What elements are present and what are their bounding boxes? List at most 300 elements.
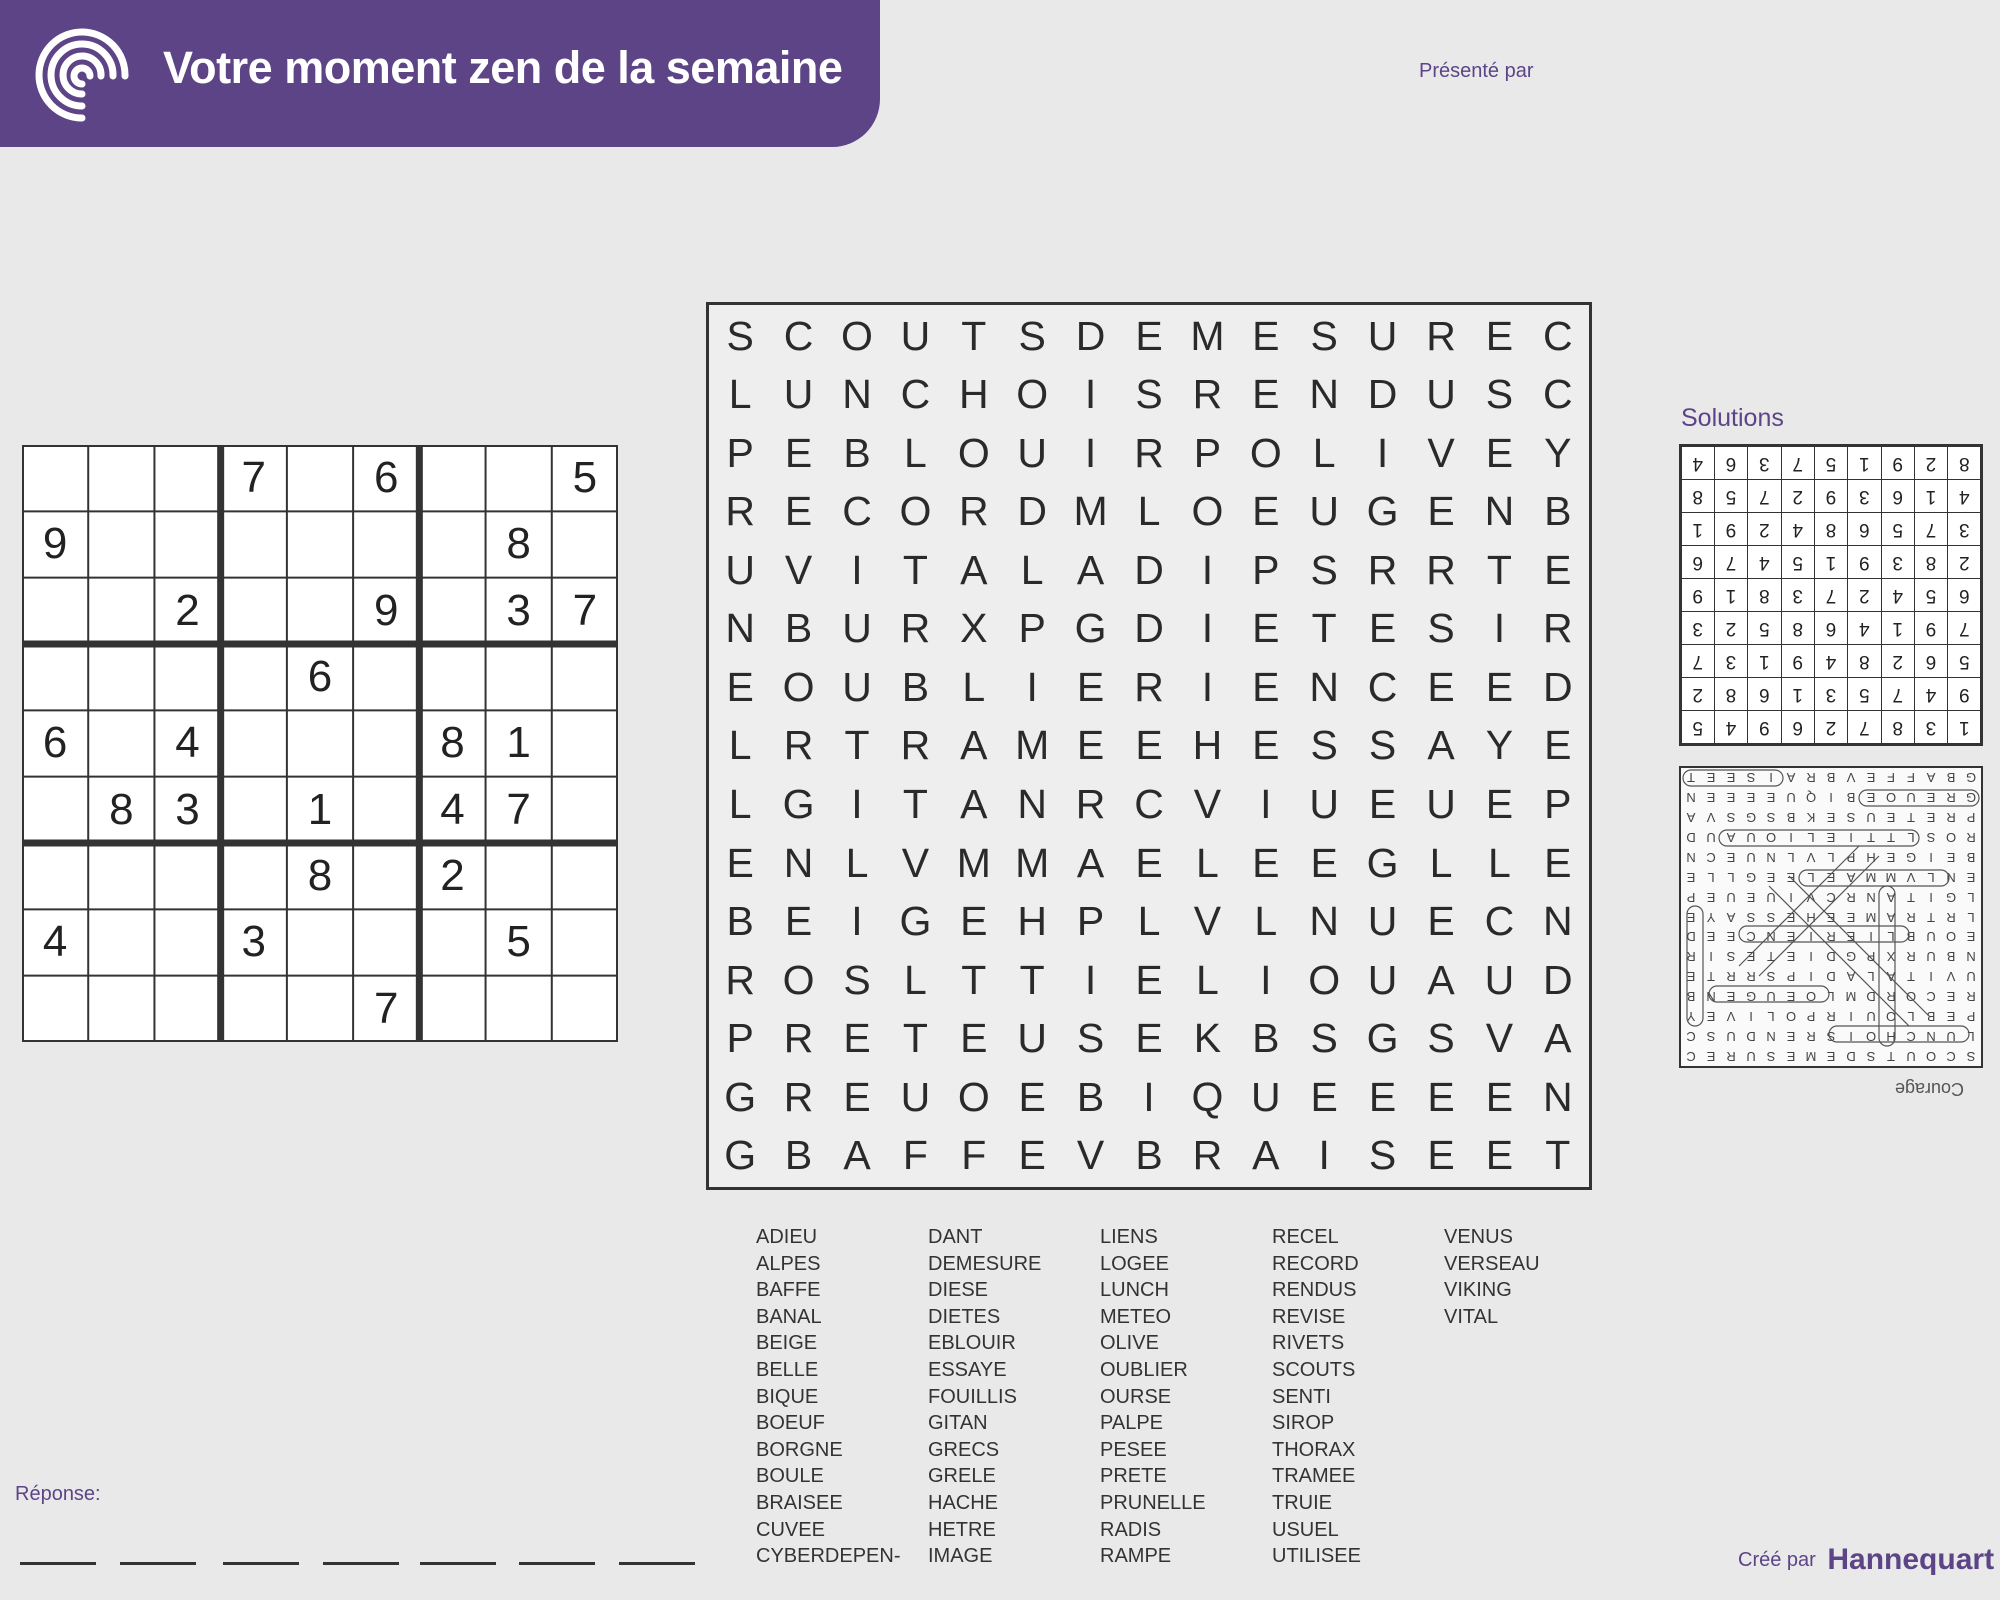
wordsearch-letter[interactable]: E — [1485, 312, 1514, 359]
wordsearch-letter[interactable]: U — [1484, 956, 1515, 1003]
wordsearch-letter[interactable]: G — [1074, 605, 1107, 652]
wordsearch-letter[interactable]: T — [1545, 1132, 1571, 1179]
wordsearch-letter[interactable]: S — [1368, 1132, 1397, 1179]
wordsearch-letter[interactable]: E — [1135, 1015, 1163, 1062]
wordsearch-letter[interactable]: S — [1310, 546, 1338, 593]
sudoku-cell[interactable] — [88, 511, 154, 577]
wordsearch-letter[interactable]: G — [724, 1132, 757, 1179]
wordsearch-letter[interactable]: R — [1542, 605, 1573, 652]
sudoku-cell[interactable]: 4 — [440, 784, 465, 834]
answer-blank[interactable] — [20, 1562, 96, 1565]
wordsearch-letter[interactable]: C — [1367, 663, 1398, 710]
wordsearch-letter[interactable]: B — [784, 605, 813, 652]
wordsearch-letter[interactable]: U — [1017, 429, 1047, 476]
sudoku-cell[interactable]: 5 — [572, 453, 598, 503]
sudoku-cell[interactable]: 3 — [241, 917, 266, 967]
sudoku-cell[interactable] — [22, 777, 88, 843]
wordsearch-letter[interactable]: E — [784, 488, 813, 535]
wordsearch-letter[interactable]: R — [1075, 781, 1106, 828]
wordsearch-letter[interactable]: V — [1193, 781, 1222, 828]
wordsearch-letter[interactable]: B — [1544, 488, 1572, 535]
wordsearch-letter[interactable]: R — [1134, 429, 1164, 476]
wordsearch-letter[interactable]: E — [1427, 1132, 1455, 1179]
sudoku-cell[interactable] — [22, 578, 88, 644]
wordsearch-letter[interactable]: R — [900, 605, 931, 652]
sudoku-cell[interactable] — [419, 445, 485, 511]
wordsearch-letter[interactable]: E — [1135, 839, 1163, 886]
wordsearch-letter[interactable]: T — [961, 312, 987, 359]
wordsearch-letter[interactable]: P — [1076, 898, 1105, 945]
wordsearch-letter[interactable]: L — [845, 839, 869, 886]
wordsearch-letter[interactable]: S — [1310, 722, 1338, 769]
sudoku-cell[interactable] — [419, 644, 485, 710]
sudoku-cell[interactable] — [221, 511, 287, 577]
wordsearch-letter[interactable]: E — [1427, 898, 1455, 945]
wordsearch-letter[interactable]: L — [1195, 956, 1219, 1003]
wordsearch-letter[interactable]: E — [1018, 1132, 1046, 1179]
wordsearch-letter[interactable]: A — [960, 781, 988, 828]
wordsearch-letter[interactable]: O — [957, 429, 990, 476]
wordsearch-letter[interactable]: E — [784, 429, 813, 476]
wordsearch-letter[interactable]: A — [1252, 1132, 1280, 1179]
wordsearch-letter[interactable]: V — [1427, 429, 1455, 476]
sudoku-cell[interactable]: 3 — [506, 585, 531, 635]
wordsearch-letter[interactable]: B — [1076, 1073, 1105, 1120]
wordsearch-letter[interactable]: L — [1312, 429, 1336, 476]
wordsearch-letter[interactable]: E — [1368, 781, 1397, 828]
wordsearch-letter[interactable]: L — [1020, 546, 1044, 593]
wordsearch-letter[interactable]: P — [726, 1015, 754, 1062]
answer-blank[interactable] — [223, 1562, 299, 1565]
wordsearch-letter[interactable]: I — [851, 546, 863, 593]
wordsearch-letter[interactable]: M — [956, 839, 991, 886]
wordsearch-letter[interactable]: T — [1311, 605, 1337, 652]
wordsearch-letter[interactable]: S — [1368, 722, 1397, 769]
wordsearch-letter[interactable]: I — [1260, 956, 1272, 1003]
wordsearch-letter[interactable]: L — [903, 956, 927, 1003]
wordsearch-letter[interactable]: R — [1192, 371, 1223, 418]
wordsearch-letter[interactable]: L — [728, 781, 752, 828]
sudoku-cell[interactable] — [287, 976, 353, 1042]
sudoku-cell[interactable] — [22, 843, 88, 909]
wordsearch-letter[interactable]: R — [783, 1073, 814, 1120]
answer-blank[interactable] — [420, 1562, 496, 1565]
wordsearch-letter[interactable]: T — [902, 546, 928, 593]
wordsearch-letter[interactable]: E — [1076, 722, 1105, 769]
wordsearch-letter[interactable]: N — [842, 371, 872, 418]
wordsearch-letter[interactable]: I — [1026, 663, 1038, 710]
wordsearch-letter[interactable]: T — [902, 781, 928, 828]
wordsearch-letter[interactable]: R — [900, 722, 931, 769]
wordsearch-letter[interactable]: K — [1193, 1015, 1222, 1062]
sudoku-cell[interactable]: 2 — [175, 585, 200, 635]
wordsearch-letter[interactable]: O — [782, 956, 815, 1003]
wordsearch-letter[interactable]: I — [1260, 781, 1272, 828]
wordsearch-letter[interactable]: N — [1542, 898, 1573, 945]
wordsearch-letter[interactable]: R — [1426, 312, 1456, 359]
wordsearch-letter[interactable]: S — [1427, 1015, 1455, 1062]
wordsearch-letter[interactable]: S — [1310, 1015, 1338, 1062]
wordsearch-letter[interactable]: S — [1427, 605, 1455, 652]
wordsearch-letter[interactable]: R — [783, 722, 814, 769]
wordsearch-letter[interactable]: D — [1075, 312, 1106, 359]
wordsearch-letter[interactable]: R — [783, 1015, 814, 1062]
wordsearch-letter[interactable]: U — [725, 546, 755, 593]
wordsearch-letter[interactable]: O — [1016, 371, 1049, 418]
wordsearch-letter[interactable]: H — [1192, 722, 1223, 769]
wordsearch-letter[interactable]: E — [1135, 956, 1163, 1003]
wordsearch-letter[interactable]: I — [1084, 371, 1097, 418]
wordsearch-letter[interactable]: C — [1542, 371, 1573, 418]
wordsearch-letter[interactable]: E — [726, 839, 754, 886]
wordsearch-letter[interactable]: R — [1192, 1132, 1223, 1179]
wordsearch-letter[interactable]: E — [1135, 722, 1163, 769]
sudoku-cell[interactable] — [221, 843, 287, 909]
wordsearch-letter[interactable]: I — [1084, 956, 1097, 1003]
wordsearch-letter[interactable]: X — [960, 605, 988, 652]
wordsearch-letter[interactable]: A — [1076, 839, 1105, 886]
sudoku-cell[interactable]: 2 — [440, 851, 465, 901]
wordsearch-letter[interactable]: M — [1190, 312, 1225, 359]
wordsearch-letter[interactable]: H — [1017, 898, 1047, 945]
sudoku-cell[interactable]: 3 — [175, 784, 200, 834]
wordsearch-letter[interactable]: G — [724, 1073, 757, 1120]
wordsearch-letter[interactable]: D — [1134, 546, 1164, 593]
sudoku-cell[interactable] — [419, 976, 485, 1042]
wordsearch-letter[interactable]: R — [1134, 663, 1164, 710]
wordsearch-letter[interactable]: V — [784, 546, 813, 593]
sudoku-cell[interactable] — [419, 511, 485, 577]
wordsearch-letter[interactable]: B — [726, 898, 754, 945]
wordsearch-letter[interactable]: L — [962, 663, 986, 710]
sudoku-cell[interactable] — [154, 909, 220, 975]
wordsearch-letter[interactable]: R — [958, 488, 989, 535]
sudoku-cell[interactable] — [552, 710, 618, 776]
wordsearch-letter[interactable]: E — [843, 1073, 871, 1120]
wordsearch-letter[interactable]: I — [1201, 663, 1214, 710]
wordsearch-letter[interactable]: E — [1076, 663, 1105, 710]
wordsearch-letter[interactable]: L — [1254, 898, 1278, 945]
wordsearch-letter[interactable]: I — [1493, 605, 1506, 652]
wordsearch-letter[interactable]: C — [1542, 312, 1573, 359]
wordsearch-letter[interactable]: N — [725, 605, 755, 652]
wordsearch-letter[interactable]: I — [1143, 1073, 1155, 1120]
wordsearch-letter[interactable]: O — [899, 488, 932, 535]
wordsearch-letter[interactable]: V — [1193, 898, 1222, 945]
wordsearch-letter[interactable]: U — [1309, 781, 1339, 828]
wordsearch-letter[interactable]: B — [843, 429, 871, 476]
wordsearch-letter[interactable]: N — [1017, 781, 1047, 828]
wordsearch-letter[interactable]: U — [1367, 312, 1398, 359]
wordsearch-letter[interactable]: T — [1486, 546, 1512, 593]
sudoku-cell[interactable] — [154, 976, 220, 1042]
wordsearch-letter[interactable]: S — [1310, 312, 1338, 359]
wordsearch-letter[interactable]: I — [851, 898, 863, 945]
sudoku-cell[interactable]: 5 — [506, 917, 531, 967]
wordsearch-letter[interactable]: E — [960, 1015, 988, 1062]
wordsearch-letter[interactable]: I — [1318, 1132, 1330, 1179]
wordsearch-letter[interactable]: E — [1427, 663, 1455, 710]
wordsearch-letter[interactable]: D — [1542, 663, 1573, 710]
wordsearch-letter[interactable]: E — [1310, 839, 1338, 886]
sudoku-cell[interactable]: 6 — [307, 652, 333, 702]
sudoku-cell[interactable] — [353, 710, 419, 776]
sudoku-cell[interactable]: 9 — [42, 519, 68, 569]
wordsearch-letter[interactable]: L — [728, 722, 752, 769]
wordsearch-letter[interactable]: U — [1367, 898, 1398, 945]
sudoku-cell[interactable] — [154, 511, 220, 577]
wordsearch-letter[interactable]: O — [1308, 956, 1341, 1003]
wordsearch-letter[interactable]: R — [725, 956, 755, 1003]
sudoku-cell[interactable] — [486, 644, 552, 710]
wordsearch-letter[interactable]: E — [1252, 312, 1280, 359]
wordsearch-letter[interactable]: E — [1485, 781, 1514, 828]
wordsearch-letter[interactable]: D — [1134, 605, 1164, 652]
wordsearch-letter[interactable]: B — [1135, 1132, 1163, 1179]
wordsearch-letter[interactable]: E — [726, 663, 754, 710]
wordsearch-letter[interactable]: C — [783, 312, 814, 359]
wordsearch-letter[interactable]: E — [1252, 839, 1280, 886]
wordsearch-letter[interactable]: D — [1542, 956, 1573, 1003]
wordsearch-letter[interactable]: D — [1017, 488, 1047, 535]
wordsearch-letter[interactable]: S — [1135, 371, 1163, 418]
sudoku-cell[interactable] — [486, 445, 552, 511]
wordsearch-letter[interactable]: Q — [1191, 1073, 1224, 1120]
sudoku-cell[interactable] — [154, 644, 220, 710]
wordsearch-letter[interactable]: Y — [1485, 722, 1514, 769]
wordsearch-letter[interactable]: N — [1484, 488, 1515, 535]
answer-blank[interactable] — [619, 1562, 695, 1565]
wordsearch-letter[interactable]: U — [842, 663, 872, 710]
wordsearch-letter[interactable]: E — [1485, 1073, 1514, 1120]
wordsearch-letter[interactable]: I — [1201, 546, 1214, 593]
sudoku-cell[interactable] — [552, 777, 618, 843]
sudoku-cell[interactable] — [22, 644, 88, 710]
wordsearch-letter[interactable]: B — [1252, 1015, 1280, 1062]
wordsearch-letter[interactable]: L — [903, 429, 927, 476]
wordsearch-letter[interactable]: E — [1252, 663, 1280, 710]
wordsearch-letter[interactable]: G — [1366, 488, 1399, 535]
wordsearch-letter[interactable]: E — [1310, 1073, 1338, 1120]
sudoku-cell[interactable]: 8 — [440, 718, 465, 768]
wordsearch-letter[interactable]: P — [1018, 605, 1046, 652]
wordsearch-letter[interactable]: E — [1252, 488, 1280, 535]
sudoku-cell[interactable]: 7 — [241, 453, 266, 503]
sudoku-cell[interactable] — [419, 578, 485, 644]
wordsearch-letter[interactable]: H — [958, 371, 989, 418]
wordsearch-letter[interactable]: E — [1544, 546, 1572, 593]
wordsearch-letter[interactable]: P — [1544, 781, 1572, 828]
sudoku-cell[interactable] — [486, 843, 552, 909]
wordsearch-letter[interactable]: F — [902, 1132, 928, 1179]
wordsearch-letter[interactable]: G — [1366, 839, 1399, 886]
wordsearch-letter[interactable]: U — [1309, 488, 1339, 535]
wordsearch-letter[interactable]: O — [1191, 488, 1224, 535]
wordsearch-letter[interactable]: U — [842, 605, 872, 652]
wordsearch-letter[interactable]: S — [1018, 312, 1046, 359]
answer-blank[interactable] — [120, 1562, 196, 1565]
answer-blank[interactable] — [323, 1562, 399, 1565]
wordsearch-letter[interactable]: I — [1201, 605, 1214, 652]
wordsearch-letter[interactable]: E — [1368, 1073, 1397, 1120]
wordsearch-letter[interactable]: A — [1076, 546, 1105, 593]
sudoku-cell[interactable] — [154, 843, 220, 909]
wordsearch-letter[interactable]: U — [1426, 371, 1456, 418]
wordsearch-letter[interactable]: N — [1309, 663, 1339, 710]
sudoku-cell[interactable] — [88, 909, 154, 975]
wordsearch-letter[interactable]: L — [1487, 839, 1511, 886]
wordsearch-letter[interactable]: N — [1542, 1073, 1573, 1120]
sudoku-cell[interactable]: 6 — [42, 718, 68, 768]
sudoku-cell[interactable] — [353, 909, 419, 975]
wordsearch-letter[interactable]: V — [901, 839, 930, 886]
wordsearch-letter[interactable]: S — [726, 312, 754, 359]
wordsearch-letter[interactable]: P — [726, 429, 754, 476]
wordsearch-letter[interactable]: O — [782, 663, 815, 710]
sudoku-cell[interactable] — [88, 445, 154, 511]
wordsearch-letter[interactable]: M — [1015, 839, 1050, 886]
wordsearch-letter[interactable]: E — [1427, 488, 1455, 535]
wordsearch-letter[interactable]: P — [1252, 546, 1280, 593]
wordsearch-letter[interactable]: B — [784, 1132, 813, 1179]
sudoku-cell[interactable] — [221, 644, 287, 710]
wordsearch-letter[interactable]: U — [900, 312, 931, 359]
wordsearch-letter[interactable]: C — [900, 371, 931, 418]
wordsearch-letter[interactable]: E — [1485, 1132, 1514, 1179]
wordsearch-letter[interactable]: G — [782, 781, 815, 828]
sudoku-cell[interactable] — [287, 511, 353, 577]
wordsearch-letter[interactable]: T — [902, 1015, 928, 1062]
wordsearch-letter[interactable]: M — [1015, 722, 1050, 769]
sudoku-cell[interactable] — [154, 445, 220, 511]
wordsearch-letter[interactable]: T — [1019, 956, 1045, 1003]
wordsearch-letter[interactable]: O — [957, 1073, 990, 1120]
wordsearch-letter[interactable]: U — [1250, 1073, 1281, 1120]
sudoku-cell[interactable] — [221, 578, 287, 644]
sudoku-cell[interactable] — [88, 578, 154, 644]
wordsearch-letter[interactable]: A — [1427, 722, 1455, 769]
wordsearch-letter[interactable]: L — [1137, 488, 1161, 535]
sudoku-cell[interactable]: 6 — [373, 453, 399, 503]
wordsearch-letter[interactable]: E — [1485, 429, 1514, 476]
sudoku-cell[interactable]: 1 — [506, 718, 531, 768]
sudoku-cell[interactable] — [22, 445, 88, 511]
sudoku-cell[interactable] — [287, 909, 353, 975]
wordsearch-letter[interactable]: A — [1427, 956, 1455, 1003]
sudoku-cell[interactable] — [88, 644, 154, 710]
wordsearch-letter[interactable]: C — [842, 488, 872, 535]
sudoku-cell[interactable] — [486, 976, 552, 1042]
wordsearch-letter[interactable]: E — [1544, 722, 1572, 769]
sudoku-cell[interactable]: 9 — [373, 585, 399, 635]
wordsearch-letter[interactable]: R — [725, 488, 755, 535]
sudoku-cell[interactable]: 7 — [373, 983, 399, 1033]
sudoku-cell[interactable]: 4 — [175, 718, 200, 768]
wordsearch-letter[interactable]: T — [961, 956, 987, 1003]
wordsearch-letter[interactable]: T — [844, 722, 870, 769]
wordsearch-letter[interactable]: N — [783, 839, 814, 886]
sudoku-cell[interactable] — [552, 843, 618, 909]
wordsearch-letter[interactable]: I — [1084, 429, 1097, 476]
wordsearch-letter[interactable]: E — [1135, 312, 1163, 359]
wordsearch-letter[interactable]: V — [1485, 1015, 1514, 1062]
wordsearch-letter[interactable]: U — [1426, 781, 1456, 828]
sudoku-cell[interactable] — [221, 976, 287, 1042]
wordsearch-letter[interactable]: A — [960, 722, 988, 769]
wordsearch-letter[interactable]: E — [1252, 371, 1280, 418]
sudoku-cell[interactable] — [221, 777, 287, 843]
sudoku-cell[interactable]: 4 — [42, 917, 68, 967]
wordsearch-letter[interactable]: E — [960, 898, 988, 945]
wordsearch-letter[interactable]: S — [1076, 1015, 1105, 1062]
answer-blank[interactable] — [519, 1562, 595, 1565]
wordsearch-letter[interactable]: E — [1485, 663, 1514, 710]
sudoku-cell[interactable]: 8 — [506, 519, 531, 569]
sudoku-cell[interactable] — [22, 976, 88, 1042]
wordsearch-letter[interactable]: E — [1252, 605, 1280, 652]
sudoku-cell[interactable] — [552, 909, 618, 975]
wordsearch-letter[interactable]: R — [1426, 546, 1456, 593]
sudoku-cell[interactable]: 1 — [307, 784, 333, 834]
wordsearch-letter[interactable]: C — [1484, 898, 1515, 945]
wordsearch-letter[interactable]: B — [901, 663, 930, 710]
sudoku-cell[interactable] — [353, 511, 419, 577]
wordsearch-letter[interactable]: E — [843, 1015, 871, 1062]
wordsearch-letter[interactable]: E — [1427, 1073, 1455, 1120]
wordsearch-letter[interactable]: O — [841, 312, 873, 359]
sudoku-cell[interactable] — [287, 445, 353, 511]
sudoku-cell[interactable] — [353, 644, 419, 710]
wordsearch-letter[interactable]: M — [1073, 488, 1108, 535]
wordsearch-letter[interactable]: Y — [1544, 429, 1572, 476]
sudoku-cell[interactable] — [221, 710, 287, 776]
wordsearch-letter[interactable]: R — [1367, 546, 1398, 593]
wordsearch-letter[interactable]: A — [843, 1132, 871, 1179]
wordsearch-letter[interactable]: A — [960, 546, 988, 593]
wordsearch-letter[interactable]: L — [1429, 839, 1453, 886]
sudoku-cell[interactable] — [552, 976, 618, 1042]
wordsearch-letter[interactable]: U — [900, 1073, 931, 1120]
sudoku-cell[interactable] — [353, 843, 419, 909]
wordsearch-letter[interactable]: O — [1249, 429, 1282, 476]
sudoku-cell[interactable] — [287, 710, 353, 776]
sudoku-cell[interactable] — [287, 578, 353, 644]
sudoku-cell[interactable] — [353, 777, 419, 843]
wordsearch-letter[interactable]: S — [843, 956, 871, 1003]
wordsearch-letter[interactable]: N — [1309, 898, 1339, 945]
wordsearch-letter[interactable]: I — [1376, 429, 1389, 476]
wordsearch-letter[interactable]: E — [1368, 605, 1397, 652]
wordsearch-letter[interactable]: E — [1544, 839, 1572, 886]
wordsearch-letter[interactable]: U — [783, 371, 814, 418]
sudoku-cell[interactable] — [88, 710, 154, 776]
wordsearch-letter[interactable]: L — [1195, 839, 1219, 886]
wordsearch-letter[interactable]: P — [1193, 429, 1222, 476]
sudoku-cell[interactable] — [419, 909, 485, 975]
sudoku-cell[interactable]: 8 — [109, 784, 134, 834]
sudoku-cell[interactable] — [552, 644, 618, 710]
wordsearch-letter[interactable]: I — [851, 781, 863, 828]
sudoku-cell[interactable] — [88, 976, 154, 1042]
wordsearch-letter[interactable]: V — [1076, 1132, 1105, 1179]
wordsearch-letter[interactable]: D — [1367, 371, 1398, 418]
sudoku-cell[interactable]: 7 — [572, 585, 598, 635]
sudoku-cell[interactable]: 7 — [506, 784, 531, 834]
wordsearch-letter[interactable]: A — [1544, 1015, 1572, 1062]
wordsearch-letter[interactable]: L — [728, 371, 752, 418]
sudoku-cell[interactable]: 8 — [307, 851, 333, 901]
wordsearch-letter[interactable]: E — [1018, 1073, 1046, 1120]
